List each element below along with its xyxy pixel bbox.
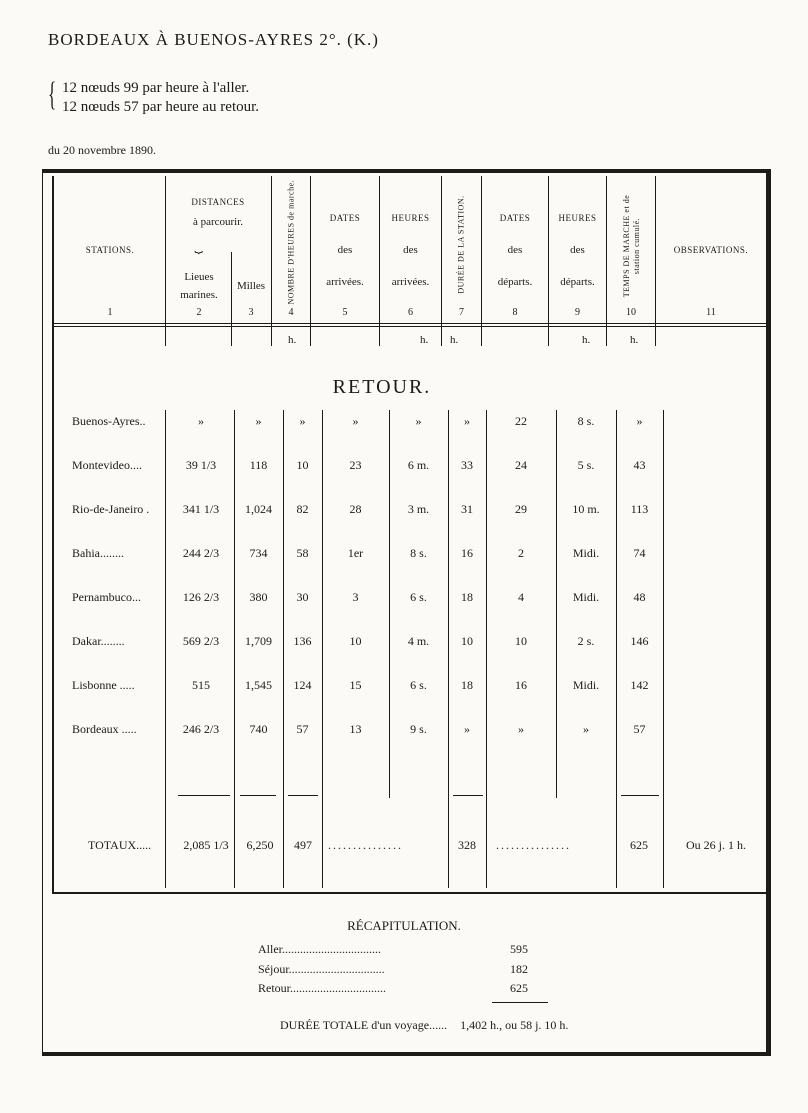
header-nombre-heures: NOMBRE D'HEURES de marche.	[286, 179, 296, 305]
header-a-parcourir: à parcourir.	[192, 216, 244, 228]
header-dates-arrivees-2: des	[337, 244, 353, 256]
unit-hours: h.	[582, 334, 591, 346]
table-cell-c7: 31	[461, 502, 473, 516]
table-cell-c5: 23	[349, 458, 362, 472]
col-rule	[663, 410, 664, 888]
table-cell-c6: »	[415, 414, 422, 428]
col-rule	[165, 410, 166, 888]
col-number: 8	[512, 307, 518, 318]
totals-observation: Ou 26 j. 1 h.	[686, 838, 746, 852]
sum-rule	[621, 795, 659, 796]
table-cell-c2: 341 1/3	[182, 502, 220, 516]
table-cell-c10: 43	[633, 458, 646, 472]
unit-hours: h.	[288, 334, 297, 346]
table-cell-c9: 8 s.	[577, 414, 595, 428]
col-number: 11	[706, 307, 716, 318]
recap-rule-top	[52, 892, 766, 894]
table-cell-c7: 18	[461, 678, 473, 692]
table-cell-c6: 3 m.	[407, 502, 430, 516]
header-heures-departs-3: départs.	[560, 276, 595, 288]
table-cell-c6: 4 m.	[407, 634, 430, 648]
col-rule	[322, 410, 323, 888]
col-number: 4	[288, 307, 294, 318]
header-dates-arrivees-1: DATES	[329, 213, 361, 223]
table-cell-c10: 146	[630, 634, 649, 648]
table-cell-c2: 515	[192, 678, 210, 692]
recap-total-label: DURÉE TOTALE d'un voyage......	[280, 1018, 448, 1032]
col-rule	[616, 410, 617, 888]
table-cell-c4: 10	[296, 458, 309, 472]
table-cell-c4: 82	[296, 502, 309, 516]
header-heures-departs-2: des	[570, 244, 585, 256]
header-duree-station: DURÉE DE LA STATION.	[456, 195, 466, 294]
table-cell-c7: 16	[461, 546, 473, 560]
header-heures-arrivees-1: HEURES	[391, 213, 430, 223]
table-cell-c5: 3	[352, 590, 359, 604]
col-number: 6	[408, 307, 413, 318]
table-cell-c10: 57	[633, 722, 646, 736]
table-cell-c3: »	[255, 414, 262, 428]
col-rule	[655, 176, 656, 346]
col-rule	[548, 176, 549, 346]
table-cell-c7: 10	[461, 634, 473, 648]
table-cell-c4: 58	[296, 546, 309, 560]
table-cell-c9: Midi.	[572, 546, 600, 560]
table-cell-c3: 1,024	[245, 502, 272, 516]
station-name: Rio-de-Janeiro .	[72, 502, 150, 516]
table-cell-c5: 1er	[347, 546, 364, 560]
sum-rule	[178, 795, 230, 796]
table-cell-c6: 6 m.	[407, 458, 430, 472]
col-number: 3	[248, 307, 254, 318]
table-cell-c10: 113	[630, 502, 649, 516]
brace-under-distances: ⏟	[194, 239, 204, 254]
table-cell-c8: 4	[518, 590, 524, 604]
table-cell-c4: 136	[293, 634, 312, 648]
table-cell-c9: Midi.	[572, 590, 600, 604]
sum-rule	[453, 795, 483, 796]
table-cell-c9: 10 m.	[572, 502, 600, 516]
table-cell-c2: 569 2/3	[182, 634, 220, 648]
header-distances: DISTANCES	[191, 197, 245, 207]
table-cell-c8: 22	[515, 414, 527, 428]
table-cell-c8: 2	[518, 546, 524, 560]
recap-retour-value: 625	[510, 981, 528, 995]
recap-title: RÉCAPITULATION.	[347, 918, 461, 933]
table-cell-c8: 29	[515, 502, 527, 516]
table-cell-c6: 8 s.	[410, 546, 427, 560]
table-cell-c3: 740	[249, 722, 268, 736]
col-rule	[310, 176, 311, 346]
col-number: 5	[342, 307, 348, 318]
table-cell-c5: 28	[349, 502, 362, 516]
header-observations: OBSERVATIONS.	[673, 245, 749, 255]
section-title: RETOUR.	[332, 376, 432, 398]
header-temps-marche: TEMPS DE MARCHE et de station cumulé.	[622, 194, 641, 298]
table-cell-c9: 5 s.	[577, 458, 595, 472]
table-cell-c8: 24	[515, 458, 527, 472]
table-cell-c8: 10	[515, 634, 527, 648]
station-name: Bahia........	[72, 546, 124, 560]
totals-label: TOTAUX.....	[88, 838, 152, 852]
totals-duree: 328	[458, 838, 476, 852]
totals-heures: 497	[294, 838, 312, 852]
col-rule	[448, 410, 449, 888]
table-left-rule	[52, 176, 54, 892]
sum-rule	[288, 795, 318, 796]
table-cell-c4: »	[299, 414, 306, 428]
table-cell-c3: 734	[249, 546, 268, 560]
header-heures-arrivees-2: des	[403, 244, 418, 256]
unit-hours: h.	[450, 334, 459, 346]
header-lieues-marines: Lieues marines.	[180, 271, 218, 301]
col-rule	[379, 176, 380, 346]
brace: {	[48, 76, 57, 113]
recap-aller-value: 595	[510, 942, 528, 956]
unit-hours: h.	[630, 334, 639, 346]
table-cell-c7: 18	[461, 590, 473, 604]
recap-total	[280, 1018, 568, 1033]
table-cell-c9: »	[583, 722, 589, 736]
col-number: 9	[575, 307, 580, 318]
speed-outbound: 12 nœuds 99 par heure à l'aller.	[62, 80, 250, 96]
col-number: 7	[459, 307, 464, 318]
recap-total-value: 1,402 h., ou 58 j. 10 h.	[460, 1018, 569, 1032]
header-rule-2	[52, 326, 766, 327]
totals-dots: ...............	[496, 838, 571, 852]
table-cell-c7: »	[464, 722, 470, 736]
header-heures-departs-1: HEURES	[558, 213, 597, 223]
totals-dots: ...............	[328, 838, 403, 852]
table-cell-c2: »	[198, 414, 204, 428]
table-cell-c5: 15	[349, 678, 362, 692]
since-date: du 20 novembre 1890.	[48, 143, 156, 157]
col-number: 10	[626, 307, 636, 318]
table-cell-c3: 1,545	[245, 678, 272, 692]
table-cell-c2: 246 2/3	[182, 722, 220, 736]
header-heures-arrivees-3: arrivées.	[391, 276, 430, 288]
table-cell-c9: 2 s.	[577, 634, 595, 648]
table-cell-c6: 9 s.	[410, 722, 427, 736]
col-rule	[271, 176, 272, 346]
station-name: Montevideo....	[72, 458, 142, 472]
table-cell-c2: 126 2/3	[182, 590, 220, 604]
table-cell-c4: 30	[296, 590, 309, 604]
table-cell-c3: 380	[249, 590, 268, 604]
col-rule	[234, 410, 235, 888]
station-name: Lisbonne .....	[72, 678, 135, 692]
col-rule	[441, 176, 442, 346]
speed-return: 12 nœuds 57 par heure au retour.	[62, 99, 260, 115]
table-cell-c3: 1,709	[245, 634, 272, 648]
station-name: Bordeaux .....	[72, 722, 137, 736]
totals-lieues: 2,085 1/3	[183, 838, 229, 852]
table-cell-c4: 124	[293, 678, 312, 692]
col-number: 2	[196, 307, 202, 318]
col-number: 1	[107, 307, 113, 318]
recap-sum-rule	[492, 1002, 548, 1003]
header-dates-departs-2: des	[507, 244, 523, 256]
recap-sejour-label: Séjour................................	[258, 962, 385, 976]
totals-milles: 6,250	[246, 838, 274, 852]
recap-retour-label: Retour................................	[258, 981, 386, 995]
station-name: Buenos-Ayres..	[72, 414, 146, 428]
recap-sejour-value: 182	[510, 962, 528, 976]
col-rule	[481, 176, 482, 346]
col-rule	[231, 252, 232, 346]
document-title: BORDEAUX À BUENOS-AYRES 2°. (K.)	[48, 30, 379, 49]
header-stations: STATIONS.	[85, 245, 135, 255]
header-milles: Milles	[236, 280, 266, 292]
table-cell-c5: »	[352, 414, 359, 428]
table-cell-c9: Midi.	[572, 678, 600, 692]
table-cell-c10: 48	[633, 590, 646, 604]
table-cell-c4: 57	[296, 722, 309, 736]
table-cell-c2: 244 2/3	[182, 546, 220, 560]
recap-aller-label: Aller.................................	[258, 942, 381, 956]
col-rule	[606, 176, 607, 346]
unit-hours: h.	[420, 334, 429, 346]
table-cell-c10: »	[636, 414, 643, 428]
sum-rule	[240, 795, 276, 796]
table-cell-c10: 142	[630, 678, 649, 692]
table-cell-c10: 74	[633, 546, 646, 560]
table-cell-c3: 118	[249, 458, 268, 472]
table-cell-c5: 13	[349, 722, 362, 736]
totals-temps: 625	[630, 838, 648, 852]
table-cell-c2: 39 1/3	[185, 458, 217, 472]
header-dates-arrivees-3: arrivées.	[326, 276, 364, 288]
table-cell-c7: »	[464, 414, 470, 428]
table-cell-c8: »	[518, 722, 524, 736]
station-name: Dakar........	[72, 634, 125, 648]
station-name: Pernambuco...	[72, 590, 141, 604]
header-dates-departs-1: DATES	[499, 213, 531, 223]
col-rule	[486, 410, 487, 888]
col-rule	[283, 410, 284, 888]
header-rule	[52, 323, 766, 324]
table-cell-c7: 33	[461, 458, 473, 472]
header-dates-departs-3: départs.	[497, 276, 533, 288]
table-cell-c8: 16	[515, 678, 527, 692]
table-cell-c5: 10	[349, 634, 362, 648]
table-cell-c6: 6 s.	[410, 590, 427, 604]
table-cell-c6: 6 s.	[410, 678, 427, 692]
